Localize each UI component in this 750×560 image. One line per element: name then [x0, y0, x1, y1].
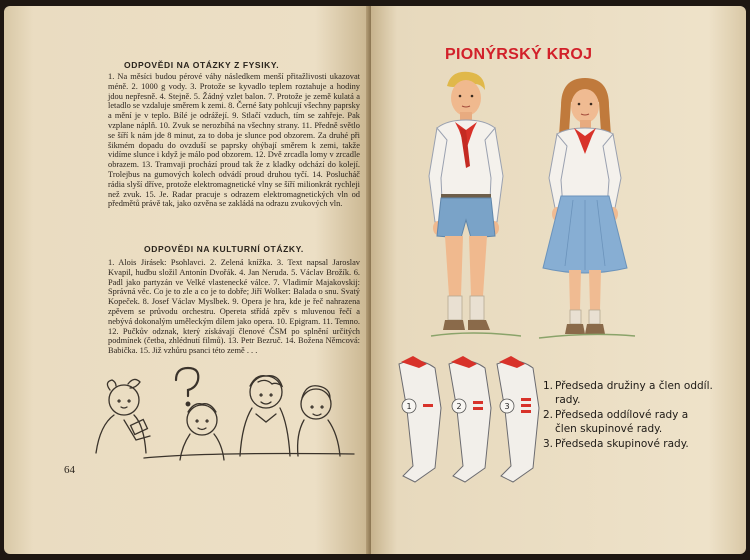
sleeve-badge-2: 2 — [456, 402, 462, 411]
sleeve-badge-1: 1 — [406, 402, 412, 411]
legend-number: 1. — [543, 380, 554, 392]
legend-text: Předseda skupinové rady. — [555, 438, 689, 450]
legend-number: 2. — [543, 409, 554, 421]
legend-text: Předseda družiny a člen oddíl. rady. — [555, 380, 713, 406]
legend-number: 3. — [543, 438, 554, 450]
right-page — [371, 6, 746, 554]
legend-item — [543, 380, 713, 407]
page-title: PIONÝRSKÝ KROJ — [445, 46, 593, 63]
rank-legend — [543, 380, 713, 454]
boy-uniform-illustration — [411, 68, 521, 353]
culture-answers-text: 1. Alois Jirásek: Psohlavci. 2. Zelená knížka. 3. Text napsal Jaroslav Kvapil, hudbu složil Antonín Dvořák. 4. Jan Neruda. 5. Václav Brožík. 6. Padl jako partyzán ve Velké vlastenecké válce. 7. Vladimír Majakovskij: Správná věc. Co je to zle a co je to dobře; Jiří Wolker: Balada o snu. Svatý Kopeček. 8. Josef Václav Myslbek. 9. Opera je hra, kde je řeč nahrazena zpěvem se průvodu orchestru. Opereta střídá zpěv s mluvenou řečí a nebývá dokonalým uměleckým dílem jako opera. 10. Epigram. 11. Temno. 12. Pučkův odznak, který získávají členové ČSM po splnění určitých podmínek (četba, zhlédnutí filmů). 13. Petr Bezruč. 14. Božena Němcová: Babička. 15. Již vzhůru psanci této země . . . — [108, 258, 360, 356]
physics-answers-text: 1. Na měsíci budou pérové váhy následkem menší přitažlivosti ukazovat méně. 2. 1000 g vody. 3. Protože se kyvadlo teplem roztahuje a hodiny jdou nepřesně. 4. Stejně. 5. Žádný vzlet balon. 7. Protože je země kulatá a letadlo se vzdaluje směrem k zemi. 8. Černé šaty pohlcují všechny paprsky a mění je v teplo. Bílé je odrážejí. 9. Stlačí vzduch, tím se zahřeje. Pak vzplane náplň. 10. Zvuk se nerozbíhá na všechny strany. 11. Předně světlo se šíří k nám jde 8 minut, za to doba je slunce pod obzorem. Za druhé při šikmém dopadu do ovzduší se paprsky ohýbají směrem k zemi, takže vidíme slunce i když je málo pod obzorem. 12. Dvě zrcadla lomy v zrcadle obrazem. 13. Tramvaji prochází proud tak že z kladky odchází do kolejí. Trolejbus na gumových kolech odvádí proud druhou tyčí. 14. Poslucháč rádia slyší dříve, protože elektromagnetické vlny se šíří milionkrát rychleji než zvuk. 15. Je. Radar pracuje s odrazem elektromagnetických vln od předmětů právě tak, jako ozvěna se zakládá na odrazu zvukových vln. — [108, 72, 360, 209]
culture-answers-heading: ODPOVĚDI NA KULTURNÍ OTÁZKY. — [144, 244, 304, 254]
girl-uniform-illustration — [529, 76, 639, 361]
children-drawing — [84, 362, 364, 472]
sleeve-badge-3: 3 — [504, 402, 510, 411]
left-page — [4, 6, 370, 554]
legend-item — [543, 438, 713, 452]
legend-text: Předseda oddílové rady a člen skupinové rady. — [555, 409, 689, 435]
sleeve-rank-illustration — [391, 354, 551, 494]
legend-item — [543, 409, 713, 436]
physics-answers-heading: ODPOVĚDI NA OTÁZKY Z FYSIKY. — [124, 60, 280, 70]
page-number: 64 — [64, 464, 75, 476]
